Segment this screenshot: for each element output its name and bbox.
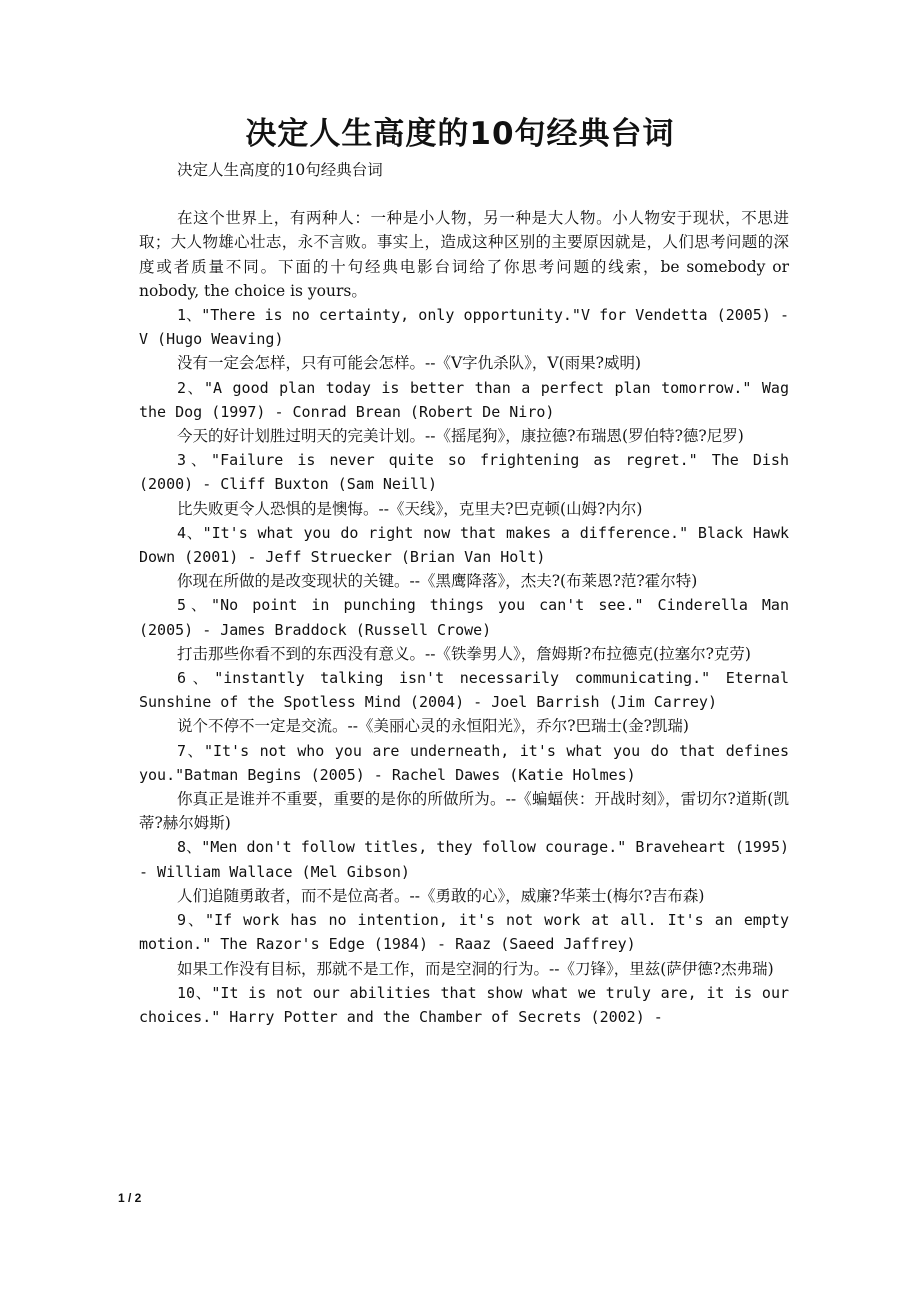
quote-3-en: 3、"Failure is never quite so frightening as regret." The Dish (2000) - Cliff Buxton (Sam Neill) xyxy=(139,451,789,494)
quote-1-en: 1、"There is no certainty, only opportunity."V for Vendetta (2005) - V (Hugo Weaving) xyxy=(139,306,789,349)
quote-5-en: 5、"No point in punching things you can't see." Cinderella Man (2005) - James Braddock (Russell Crowe) xyxy=(139,596,789,639)
quote-1-cn: 没有一定会怎样，只有可能会怎样。--《V字仇杀队》，V(雨果?威明) xyxy=(177,354,642,373)
quote-2-cn: 今天的好计划胜过明天的完美计划。--《摇尾狗》，康拉德?布瑞恩(罗伯特?德?尼罗) xyxy=(177,427,744,446)
quote-2-en: 2、"A good plan today is better than a perfect plan tomorrow." Wag the Dog (1997) - Conrad Brean (Robert De Niro) xyxy=(139,378,789,421)
quote-4-cn: 你现在所做的是改变现状的关键。--《黑鹰降落》，杰夫?(布莱恩?范?霍尔特) xyxy=(177,572,698,591)
quote-10-en: 10、"It is not our abilities that show what we truly are, it is our choices." Harry Potter and the Chamber of Secrets (2002) - xyxy=(139,983,789,1026)
document-body xyxy=(139,158,789,1029)
intro-paragraph: 在这个世界上，有两种人：一种是小人物，另一种是大人物。小人物安于现状，不思进取；大人物雄心壮志，永不言败。事实上，造成这种区别的主要原因就是，人们思考问题的深度或者质量不同。下面的十句经典电影台词给了你思考问题的线索，be somebody or nobody, the choice is yours。 xyxy=(139,209,789,300)
quote-3-cn: 比失败更令人恐惧的是懊悔。--《天线》，克里夫?巴克顿(山姆?内尔) xyxy=(177,499,643,518)
quote-4-en: 4、"It's what you do right now that makes a difference." Black Hawk Down (2001) - Jeff Struecker (Brian Van Holt) xyxy=(139,523,789,567)
quote-8-en: 8、"Men don't follow titles, they follow courage." Braveheart (1995) - William Wallace (Mel Gibson) xyxy=(139,838,789,881)
subtitle: 决定人生高度的10句经典台词 xyxy=(177,161,383,179)
quote-9-cn: 如果工作没有目标，那就不是工作，而是空洞的行为。--《刀锋》，里兹(萨伊德?杰弗瑞) xyxy=(177,959,774,978)
quote-7-en: 7、"It's not who you are underneath, it's what you do that defines you."Batman Begins (2005) - Rachel Dawes (Katie Holmes) xyxy=(139,741,789,784)
quote-6-cn: 说个不停不一定是交流。--《美丽心灵的永恒阳光》，乔尔?巴瑞士(金?凯瑞) xyxy=(177,717,689,736)
quote-8-cn: 人们追随勇敢者，而不是位高者。--《勇敢的心》，威廉?华莱士(梅尔?吉布森) xyxy=(177,886,705,905)
page-number: 1 / 2 xyxy=(118,1191,142,1205)
quote-5-cn: 打击那些你看不到的东西没有意义。--《铁拳男人》，詹姆斯?布拉德克(拉塞尔?克劳) xyxy=(177,644,751,663)
page-title: 决定人生高度的10句经典台词 xyxy=(245,116,675,152)
quote-7-cn: 你真正是谁并不重要，重要的是你的所做所为。--《蝙蝠侠：开战时刻》，雷切尔?道斯(凯蒂?赫尔姆斯) xyxy=(139,790,789,833)
quote-9-en: 9、"If work has no intention, it's not work at all. It's an empty motion." The Razor's Edge (1984) - Raaz (Saeed Jaffrey) xyxy=(139,911,789,954)
quote-6-en: 6、"instantly talking isn't necessarily communicating." Eternal Sunshine of the Spotless Mind (2004) - Joel Barrish (Jim Carrey) xyxy=(139,669,789,712)
